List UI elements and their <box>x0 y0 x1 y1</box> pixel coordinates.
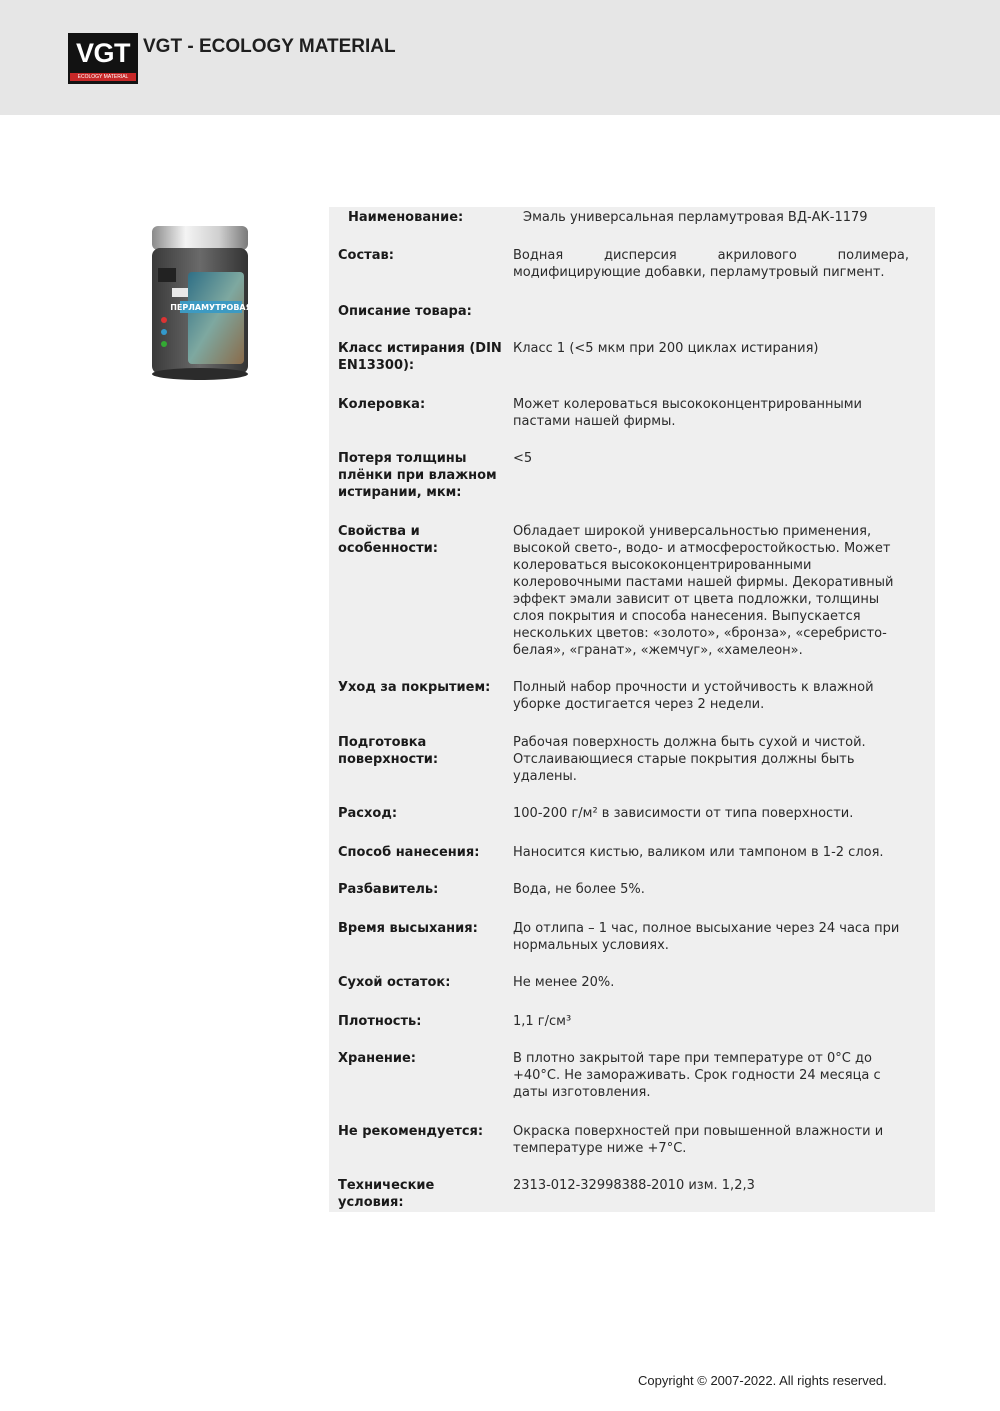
spec-value: Вода, не более 5%. <box>513 882 645 897</box>
spec-label: Класс истирания (DIN EN13300): <box>338 341 502 373</box>
spec-value: 2313-012-32998388-2010 изм. 1,2,3 <box>513 1178 755 1193</box>
logo-subtext: ECOLOGY MATERIAL <box>70 73 136 81</box>
spec-value: 1,1 г/см³ <box>513 1014 572 1029</box>
spec-label: Колеровка: <box>338 397 426 412</box>
spec-label: Свойства и особенности: <box>338 524 438 556</box>
spec-value: Обладает широкой универсальностью применения, высокой свето-, водо- и атмосферостойкостью. Может колероваться высококонцентрированными колеровочными пастами нашей фирмы. Декоративный эффект эмали зависит от цвета подложки, толщины слоя покрытия и способа нанесения. Выпускается нескольких цветов: «золото», «бронза», «серебристо-белая», «гранат», «жемчуг», «хамелеон». <box>513 524 894 658</box>
spec-value: 100-200 г/м² в зависимости от типа поверхности. <box>513 806 854 821</box>
brand-title: VGT - ECOLOGY MATERIAL <box>143 36 396 57</box>
spec-value: Рабочая поверхность должна быть сухой и чистой. Отслаивающиеся старые покрытия должны быть удалены. <box>513 735 866 784</box>
spec-label: Наименование: <box>348 210 464 225</box>
spec-label: Расход: <box>338 806 398 821</box>
spec-value: Класс 1 (<5 мкм при 200 циклах истирания) <box>513 341 819 356</box>
spec-label: Подготовка поверхности: <box>338 735 439 767</box>
copyright-text: Copyright © 2007-2022. All rights reserved. <box>638 1373 887 1388</box>
svg-text:ПЕРЛАМУТРОВАЯ: ПЕРЛАМУТРОВАЯ <box>170 303 252 312</box>
spec-label: Плотность: <box>338 1014 422 1029</box>
paint-can-illustration <box>148 222 254 382</box>
spec-value: До отлипа – 1 час, полное высыхание через 24 часа при нормальных условиях. <box>513 921 900 953</box>
spec-sheet <box>329 207 935 1212</box>
spec-value: Может колероваться высококонцентрированными пастами нашей фирмы. <box>513 397 862 429</box>
spec-value: <5 <box>513 451 533 466</box>
spec-label: Сухой остаток: <box>338 975 451 990</box>
spec-label: Технические условия: <box>338 1178 435 1210</box>
spec-value: Не менее 20%. <box>513 975 615 990</box>
spec-label: Не рекомендуется: <box>338 1124 484 1139</box>
spec-label: Потеря толщины плёнки при влажном истирании, мкм: <box>338 451 497 500</box>
spec-label: Состав: <box>338 248 394 263</box>
spec-label: Описание товара: <box>338 304 472 319</box>
spec-label: Хранение: <box>338 1051 417 1066</box>
page-header <box>0 0 1000 115</box>
spec-label: Время высыхания: <box>338 921 478 936</box>
product-image <box>148 222 254 382</box>
spec-label: Уход за покрытием: <box>338 680 491 695</box>
spec-label: Способ нанесения: <box>338 845 480 860</box>
spec-label: Разбавитель: <box>338 882 439 897</box>
spec-value: Наносится кистью, валиком или тампоном в 1-2 слоя. <box>513 845 884 860</box>
logo-text: VGT <box>75 38 130 68</box>
spec-value: В плотно закрытой таре при температуре от 0°С до +40°С. Не замораживать. Срок годности 24 месяца с даты изготовления. <box>513 1051 881 1100</box>
vgt-logo[interactable] <box>68 33 138 84</box>
spec-value: Водная дисперсия акрилового полимера, модифицирующие добавки, перламутровый пигмент. <box>513 248 909 280</box>
spec-value: Полный набор прочности и устойчивость к влажной уборке достигается через 2 недели. <box>513 680 874 712</box>
spec-value: Окраска поверхностей при повышенной влажности и температуре ниже +7°С. <box>513 1124 884 1156</box>
spec-value: Эмаль универсальная перламутровая ВД-АК-1179 <box>523 210 868 225</box>
